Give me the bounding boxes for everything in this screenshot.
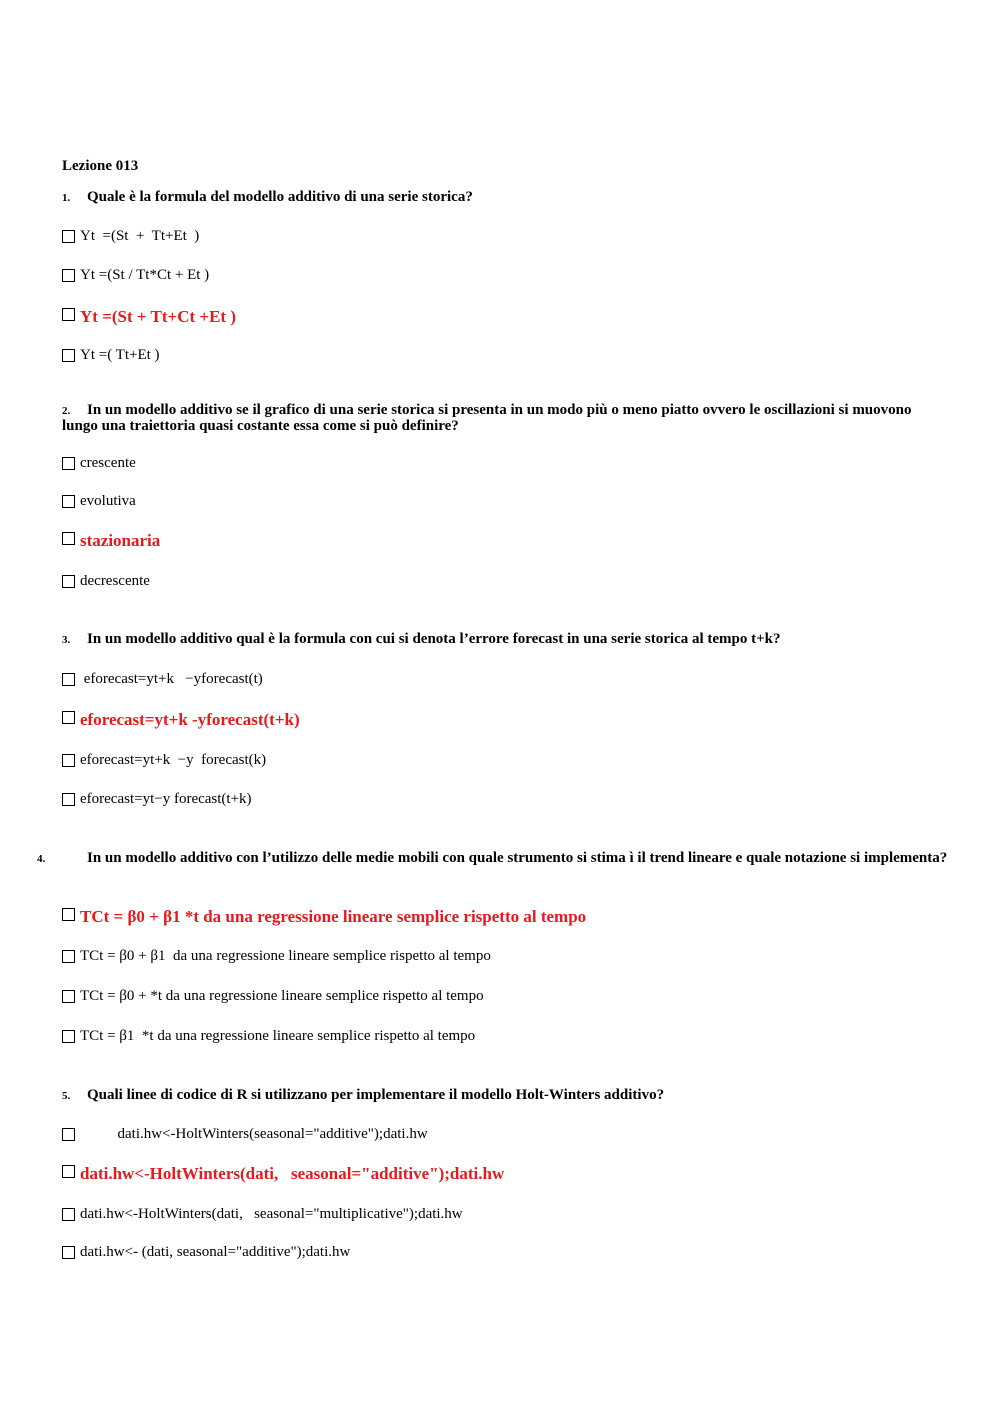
option-text: TCt = β0 + β1 da una regressione lineare semplice rispetto al tempo <box>80 948 491 964</box>
checkbox-icon[interactable] <box>62 575 75 588</box>
option-text: TCt = β1 *t da una regressione lineare semplice rispetto al tempo <box>80 1028 476 1044</box>
question-number: 4. <box>37 853 46 865</box>
checkbox-icon[interactable] <box>62 457 75 470</box>
option-2-b[interactable] <box>62 493 136 510</box>
option-2-d[interactable] <box>62 573 150 590</box>
option-5-a[interactable] <box>62 1126 428 1143</box>
option-2-a[interactable] <box>62 455 136 472</box>
option-text: decrescente <box>80 573 150 589</box>
checkbox-icon[interactable] <box>62 1208 75 1221</box>
question-number: 1. <box>62 192 71 204</box>
question-1 <box>62 190 962 206</box>
checkbox-icon[interactable] <box>62 1128 75 1141</box>
option-5-d[interactable] <box>62 1244 350 1261</box>
option-1-a[interactable] <box>62 228 199 245</box>
option-text: dati.hw<-HoltWinters(dati, seasonal="additive");dati.hw <box>80 1164 505 1183</box>
option-text: evolutiva <box>80 493 136 509</box>
question-5 <box>62 1088 962 1104</box>
checkbox-icon[interactable] <box>62 908 75 921</box>
option-3-c[interactable] <box>62 752 266 769</box>
option-text: Yt =(St + Tt+Et ) <box>80 228 200 244</box>
option-3-a[interactable] <box>62 671 263 688</box>
option-text: TCt = β0 + β1 *t da una regressione lineare semplice rispetto al tempo <box>80 907 587 926</box>
question-text: In un modello additivo se il grafico di una serie storica si presenta in un modo più o meno piatto ovvero le oscillazioni si muovono lungo una traiettoria quasi costante essa come si può definire? <box>62 402 912 434</box>
option-3-b-correct[interactable] <box>62 710 300 730</box>
option-5-c[interactable] <box>62 1206 463 1223</box>
option-4-b[interactable] <box>62 948 491 965</box>
question-text: Quale è la formula del modello additivo di una serie storica? <box>87 189 473 205</box>
option-4-c[interactable] <box>62 988 484 1005</box>
question-number: 2. <box>62 405 71 417</box>
question-2 <box>62 403 932 434</box>
checkbox-icon[interactable] <box>62 673 75 686</box>
option-text: eforecast=yt−y forecast(t+k) <box>80 791 252 807</box>
checkbox-icon[interactable] <box>62 754 75 767</box>
question-text: In un modello additivo con l’utilizzo delle medie mobili con quale strumento si stima ì il trend lineare e quale notazione si implementa? <box>87 850 948 866</box>
checkbox-icon[interactable] <box>62 532 75 545</box>
question-4 <box>37 849 957 869</box>
checkbox-icon[interactable] <box>62 308 75 321</box>
question-text: Quali linee di codice di R si utilizzano per implementare il modello Holt-Winters additivo? <box>87 1087 665 1103</box>
checkbox-icon[interactable] <box>62 349 75 362</box>
option-4-d[interactable] <box>62 1028 475 1045</box>
option-text: Yt =( Tt+Et ) <box>80 347 160 363</box>
option-text: dati.hw<-HoltWinters(dati, seasonal="multiplicative");dati.hw <box>80 1206 463 1222</box>
option-text: stazionaria <box>80 531 161 550</box>
option-text: dati.hw<-HoltWinters(seasonal="additive");dati.hw <box>80 1126 428 1142</box>
checkbox-icon[interactable] <box>62 1030 75 1043</box>
option-4-a-correct[interactable] <box>62 907 586 927</box>
question-3 <box>62 632 962 648</box>
option-5-b-correct[interactable] <box>62 1164 504 1184</box>
checkbox-icon[interactable] <box>62 1246 75 1259</box>
option-text: dati.hw<- (dati, seasonal="additive");dati.hw <box>80 1244 351 1260</box>
question-number: 5. <box>62 1090 71 1102</box>
option-text: TCt = β0 + *t da una regressione lineare semplice rispetto al tempo <box>80 988 484 1004</box>
option-text: crescente <box>80 455 136 471</box>
checkbox-icon[interactable] <box>62 1165 75 1178</box>
checkbox-icon[interactable] <box>62 269 75 282</box>
option-text: eforecast=yt+k −yforecast(t) <box>80 671 263 687</box>
checkbox-icon[interactable] <box>62 495 75 508</box>
option-2-c-correct[interactable] <box>62 531 160 551</box>
checkbox-icon[interactable] <box>62 711 75 724</box>
option-text: Yt =(St / Tt*Ct + Et ) <box>80 267 210 283</box>
lesson-title: Lezione 013 <box>62 158 139 174</box>
option-1-c-correct[interactable] <box>62 307 236 327</box>
question-text: In un modello additivo qual è la formula con cui si denota l’errore forecast in una serie storica al tempo t+k? <box>87 631 781 647</box>
checkbox-icon[interactable] <box>62 230 75 243</box>
option-text: eforecast=yt+k −y forecast(k) <box>80 752 267 768</box>
checkbox-icon[interactable] <box>62 793 75 806</box>
option-1-b[interactable] <box>62 267 209 284</box>
checkbox-icon[interactable] <box>62 950 75 963</box>
option-1-d[interactable] <box>62 347 160 364</box>
option-text: Yt =(St + Tt+Ct +Et ) <box>80 307 237 326</box>
question-number: 3. <box>62 634 71 646</box>
checkbox-icon[interactable] <box>62 990 75 1003</box>
option-3-d[interactable] <box>62 791 252 808</box>
option-text: eforecast=yt+k -yforecast(t+k) <box>80 710 300 729</box>
